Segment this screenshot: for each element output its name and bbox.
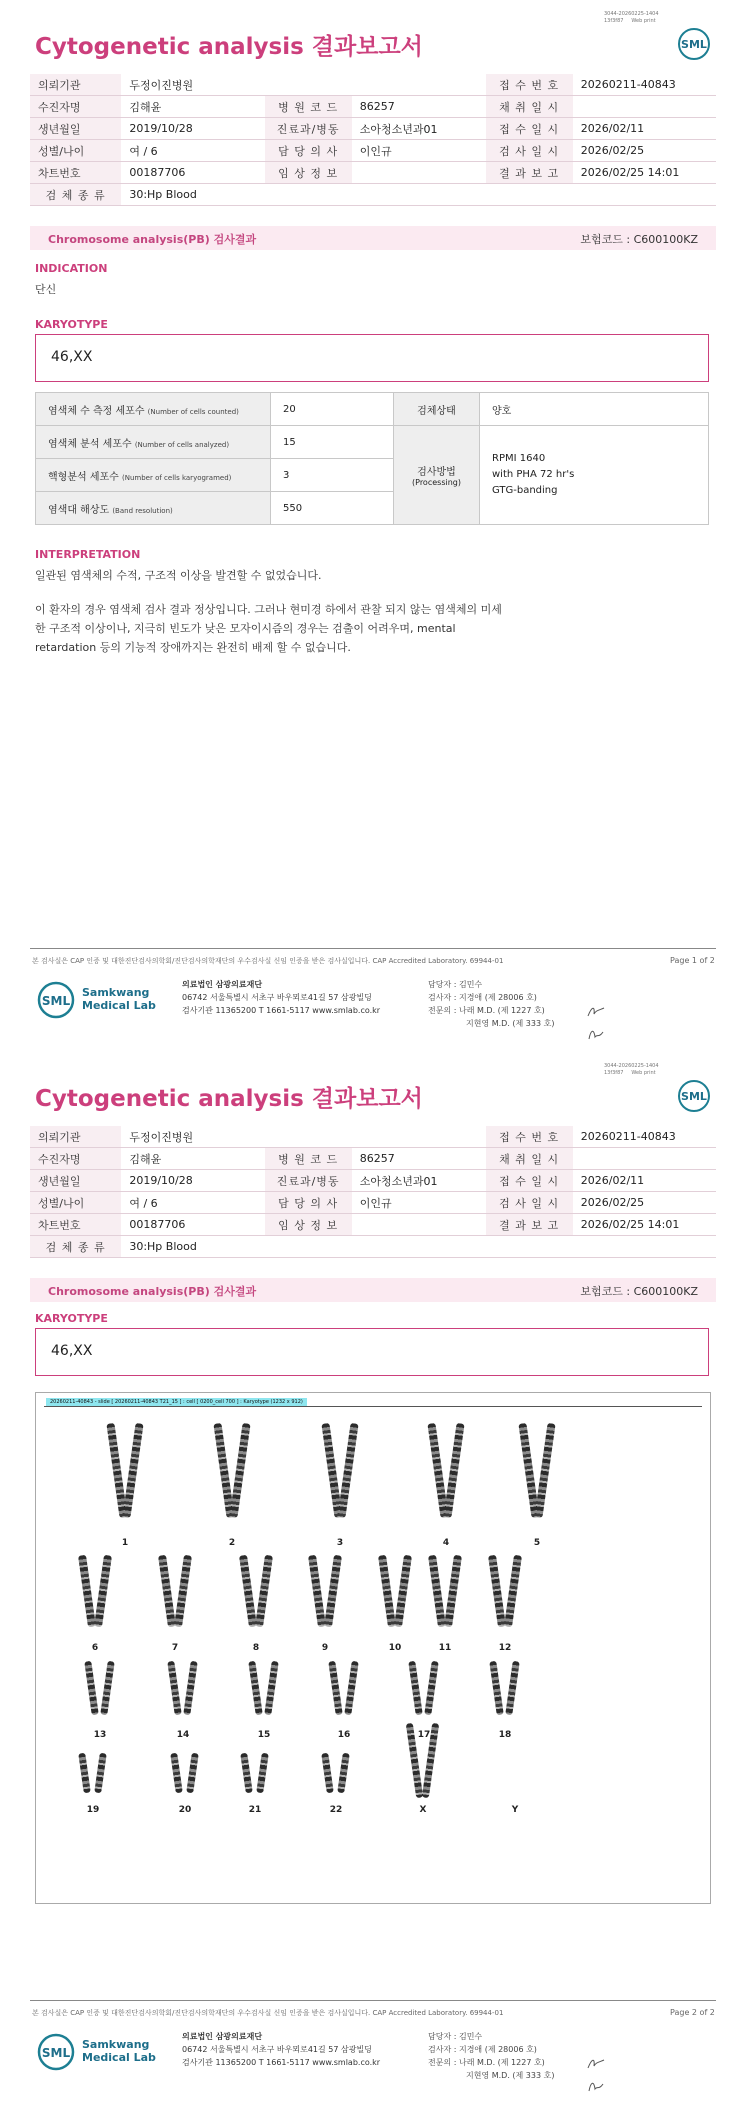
chromosome-label: 16	[337, 1730, 351, 1740]
chromosome	[240, 1753, 252, 1794]
chromosome-label: 21	[248, 1805, 262, 1815]
chromosome	[444, 1555, 462, 1627]
dept-value: 소아청소년과01	[352, 118, 485, 140]
chromosome	[408, 1661, 422, 1715]
chromosome	[248, 1661, 262, 1715]
chromosome	[443, 1423, 464, 1518]
band-label: 염색대 해상도 (Band resolution)	[36, 492, 271, 525]
report-date-label: 결 과 보 고	[486, 162, 573, 184]
chart-label: 차트번호	[30, 1214, 121, 1236]
page-number: Page 2 of 2	[670, 2008, 715, 2017]
karyotype-heading: KARYOTYPE	[35, 1312, 108, 1325]
sexage-value: 여 / 6	[121, 140, 264, 162]
specimen-label: 검 체 종 류	[30, 1236, 121, 1258]
hosp-code-value: 86257	[352, 1148, 485, 1170]
footer-note: 본 검사실은 CAP 인증 및 대한진단검사의학회/진단검사의학재단의 우수검사실 신임 인증을 받은 검사실입니다. CAP Accredited Laboratory. 69944-01	[32, 957, 504, 965]
chromosome-label: 20	[178, 1805, 192, 1815]
doctor-value: 이인규	[352, 140, 485, 162]
clinical-label: 임 상 정 보	[265, 1214, 352, 1236]
chromosome-label: 18	[498, 1730, 512, 1740]
dob-label: 생년월일	[30, 118, 121, 140]
sml-logo-icon	[677, 27, 711, 61]
report-date-label: 결 과 보 고	[486, 1214, 573, 1236]
sexage-value: 여 / 6	[121, 1192, 264, 1214]
signature-icon	[586, 2056, 606, 2072]
footer-staff: 담당자 : 김민수 검사자 : 지경애 (제 28006 호) 전문의 : 나래 M.D. (제 1227 호) 지현영 M.D. (제 333 호)	[428, 980, 555, 1028]
chromosome	[94, 1555, 112, 1627]
chromosome	[186, 1753, 198, 1794]
chromosome	[170, 1753, 182, 1794]
collect-date-value	[573, 1148, 716, 1170]
print-code: 3044-20260225-1404 13f3f87 Web print	[604, 1063, 659, 1076]
section-bar	[30, 226, 716, 250]
chromosome	[344, 1661, 358, 1715]
name-value: 김해윤	[121, 1148, 264, 1170]
specimen-value: 30:Hp Blood	[121, 184, 716, 206]
accession-label: 접 수 번 호	[486, 1126, 573, 1148]
test-date-value: 2026/02/25	[573, 1192, 716, 1214]
cells-analyzed-value: 15	[271, 426, 394, 459]
chromosome	[378, 1555, 396, 1627]
insurance-code: 보험코드 : C600100KZ	[580, 233, 698, 246]
chromosome	[489, 1661, 503, 1715]
sexage-label: 성별/나이	[30, 140, 121, 162]
chromosome	[337, 1753, 349, 1794]
chart-value: 00187706	[121, 1214, 264, 1236]
accession-label: 접 수 번 호	[486, 74, 573, 96]
chromosome	[84, 1661, 98, 1715]
signature-icon	[586, 2078, 606, 2094]
chromosome-label: 12	[498, 1643, 512, 1653]
chromosome-label: 19	[86, 1805, 100, 1815]
chromosome	[239, 1555, 257, 1627]
report-date-value: 2026/02/25 14:01	[573, 162, 716, 184]
chromosome	[321, 1753, 333, 1794]
chromosome-label: 2	[228, 1538, 236, 1548]
chromosome-label: 3	[336, 1538, 344, 1548]
svg-text:SML: SML	[681, 38, 707, 51]
svg-text:SML: SML	[41, 994, 71, 1008]
hosp-code-label: 병 원 코 드	[265, 96, 352, 118]
clinical-label: 임 상 정 보	[265, 162, 352, 184]
chromosome	[78, 1555, 96, 1627]
interpretation-p1: 일관된 염색체의 수적, 구조적 이상을 발견할 수 없었습니다.	[35, 569, 322, 582]
chromosome	[167, 1661, 181, 1715]
chromosome	[256, 1753, 268, 1794]
chromosome-label: 7	[171, 1643, 179, 1653]
test-date-label: 검 사 일 시	[486, 140, 573, 162]
chromosome	[158, 1555, 176, 1627]
section-title: Chromosome analysis(PB) 검사결과	[48, 233, 257, 246]
chromosome	[255, 1555, 273, 1627]
chromosome-label: 5	[533, 1538, 541, 1548]
chromosome-label: 6	[91, 1643, 99, 1653]
svg-text:SML: SML	[41, 2046, 71, 2060]
footer-note: 본 검사실은 CAP 인증 및 대한진단검사의학회/진단검사의학재단의 우수검사실 신임 인증을 받은 검사실입니다. CAP Accredited Laboratory. 69944-01	[32, 2009, 504, 2017]
karyogramed-value: 3	[271, 459, 394, 492]
insurance-code: 보험코드 : C600100KZ	[580, 1285, 698, 1298]
karyotype-result-box	[35, 1328, 709, 1376]
receipt-date-value: 2026/02/11	[573, 1170, 716, 1192]
chromosome	[394, 1555, 412, 1627]
specimen-state-value: 양호	[480, 393, 709, 426]
signature-icon	[586, 1004, 606, 1020]
chromosome-label: 8	[252, 1643, 260, 1653]
footer-brand: Samkwang Medical Lab	[82, 2038, 156, 2064]
chromosome-label: Y	[511, 1805, 519, 1815]
chart-label: 차트번호	[30, 162, 121, 184]
karyotype-result: 46,XX	[51, 1343, 93, 1359]
report-title: Cytogenetic analysis 결과보고서	[35, 34, 423, 60]
accession-value: 20260211-40843	[573, 74, 716, 96]
hospital-label: 의뢰기관	[30, 74, 121, 96]
samkwang-logo-icon	[36, 980, 76, 1020]
chromosome-label: 9	[321, 1643, 329, 1653]
dept-value: 소아청소년과01	[352, 1170, 485, 1192]
chromosome	[534, 1423, 555, 1518]
hospital-label: 의뢰기관	[30, 1126, 121, 1148]
chromosome-label: 22	[329, 1805, 343, 1815]
sml-logo-icon	[677, 1079, 711, 1113]
chromosome	[505, 1661, 519, 1715]
dept-label: 진료과/병동	[265, 118, 352, 140]
interpretation-p2: 이 환자의 경우 염색체 검사 결과 정상입니다. 그러나 현미경 하에서 관찰 되지 않는 염색체의 미세한 구조적 이상이나, 지극히 빈도가 낮은 모자이시즘의 경우는 검출이 어려우며, mental retardation 등의 기능적 장애까지는 완전히 배제 할 수 없습니다.	[35, 603, 502, 654]
chromosome	[94, 1753, 106, 1794]
doctor-label: 담 당 의 사	[265, 1192, 352, 1214]
footer-divider	[30, 948, 716, 949]
svg-text:SML: SML	[681, 1090, 707, 1103]
footer-staff: 담당자 : 김민수 검사자 : 지경애 (제 28006 호) 전문의 : 나래 M.D. (제 1227 호) 지현영 M.D. (제 333 호)	[428, 2032, 555, 2080]
indication-heading: INDICATION	[35, 262, 108, 275]
sexage-label: 성별/나이	[30, 1192, 121, 1214]
name-label: 수진자명	[30, 96, 121, 118]
receipt-date-label: 접 수 일 시	[486, 118, 573, 140]
doctor-value: 이인규	[352, 1192, 485, 1214]
collect-date-label: 채 취 일 시	[486, 96, 573, 118]
chromosome	[308, 1555, 326, 1627]
test-date-value: 2026/02/25	[573, 140, 716, 162]
chromosome	[337, 1423, 358, 1518]
method-value: RPMI 1640 with PHA 72 hr's GTG-banding	[480, 426, 709, 525]
chromosome-label: 10	[388, 1643, 402, 1653]
signature-icon	[586, 1026, 606, 1042]
chromosome-label: 13	[93, 1730, 107, 1740]
hospital-value: 두정이진병원	[121, 1126, 485, 1148]
interpretation-heading: INTERPRETATION	[35, 548, 141, 561]
hosp-code-value: 86257	[352, 96, 485, 118]
chromosome	[488, 1555, 506, 1627]
hosp-code-label: 병 원 코 드	[265, 1148, 352, 1170]
clinical-value	[352, 1214, 485, 1236]
karyogramed-label: 핵형분석 세포수 (Number of cells karyogramed)	[36, 459, 271, 492]
patient-info-table	[30, 1126, 716, 1258]
page-number: Page 1 of 2	[670, 956, 715, 965]
receipt-date-value: 2026/02/11	[573, 118, 716, 140]
specimen-value: 30:Hp Blood	[121, 1236, 716, 1258]
doctor-label: 담 당 의 사	[265, 140, 352, 162]
specimen-label: 검 체 종 류	[30, 184, 121, 206]
chromosome-label: X	[419, 1805, 427, 1815]
chromosome-label: 4	[442, 1538, 450, 1548]
collect-date-label: 채 취 일 시	[486, 1148, 573, 1170]
karyotype-result-box	[35, 334, 709, 382]
chromosome	[122, 1423, 143, 1518]
report-date-value: 2026/02/25 14:01	[573, 1214, 716, 1236]
accession-value: 20260211-40843	[573, 1126, 716, 1148]
chart-value: 00187706	[121, 162, 264, 184]
karyotype-result: 46,XX	[51, 349, 93, 365]
dob-value: 2019/10/28	[121, 1170, 264, 1192]
chromosome	[183, 1661, 197, 1715]
dob-label: 생년월일	[30, 1170, 121, 1192]
collect-date-value	[573, 96, 716, 118]
chromosome-label: 1	[121, 1538, 129, 1548]
print-code: 3044-20260225-1404 13f3f87 Web print	[604, 11, 659, 24]
specimen-state-label: 검체상태	[394, 393, 480, 426]
test-date-label: 검 사 일 시	[486, 1192, 573, 1214]
name-label: 수진자명	[30, 1148, 121, 1170]
section-bar	[30, 1278, 716, 1302]
chromosome	[264, 1661, 278, 1715]
chromosome	[504, 1555, 522, 1627]
cells-analyzed-label: 염색체 분석 세포수 (Number of cells analyzed)	[36, 426, 271, 459]
footer-address: 의료법인 삼광의료재단 06742 서울특별시 서초구 바우뫼로41길 57 삼광빌딩 검사기관 11365200 T 1661-5117 www.smlab.co.kr	[182, 2032, 381, 2067]
method-label: 검사방법 (Processing)	[394, 426, 480, 525]
chromosome	[324, 1555, 342, 1627]
chromosome-label: 14	[176, 1730, 190, 1740]
hospital-value: 두정이진병원	[121, 74, 485, 96]
footer-divider	[30, 2000, 716, 2001]
dept-label: 진료과/병동	[265, 1170, 352, 1192]
dob-value: 2019/10/28	[121, 118, 264, 140]
cell-count-table	[35, 392, 709, 525]
patient-info-table	[30, 74, 716, 206]
receipt-date-label: 접 수 일 시	[486, 1170, 573, 1192]
indication-text: 단신	[35, 283, 57, 296]
section-title: Chromosome analysis(PB) 검사결과	[48, 1285, 257, 1298]
chromosome	[174, 1555, 192, 1627]
chromosome	[424, 1661, 438, 1715]
chromosome	[100, 1661, 114, 1715]
karyogram-header: 20260211-40843 - slide [ 20260211-40843 T21_15 ] : cell [ 0200_cell 700 ] : Karyotype (1232 x 912)	[44, 1398, 702, 1407]
chromosome	[78, 1753, 90, 1794]
name-value: 김해윤	[121, 96, 264, 118]
karyotype-heading: KARYOTYPE	[35, 318, 108, 331]
samkwang-logo-icon	[36, 2032, 76, 2072]
cells-counted-value: 20	[271, 393, 394, 426]
cells-counted-label: 염색체 수 측정 세포수 (Number of cells counted)	[36, 393, 271, 426]
chromosome-label: 17	[417, 1730, 431, 1740]
chromosome	[428, 1555, 446, 1627]
footer-brand: Samkwang Medical Lab	[82, 986, 156, 1012]
footer-address: 의료법인 삼광의료재단 06742 서울특별시 서초구 바우뫼로41길 57 삼광빌딩 검사기관 11365200 T 1661-5117 www.smlab.co.kr	[182, 980, 381, 1015]
band-value: 550	[271, 492, 394, 525]
karyogram-image	[35, 1392, 711, 1904]
report-title: Cytogenetic analysis 결과보고서	[35, 1086, 423, 1112]
chromosome-label: 11	[438, 1643, 452, 1653]
chromosome-label: 15	[257, 1730, 271, 1740]
chromosome	[229, 1423, 250, 1518]
chromosome	[328, 1661, 342, 1715]
clinical-value	[352, 162, 485, 184]
